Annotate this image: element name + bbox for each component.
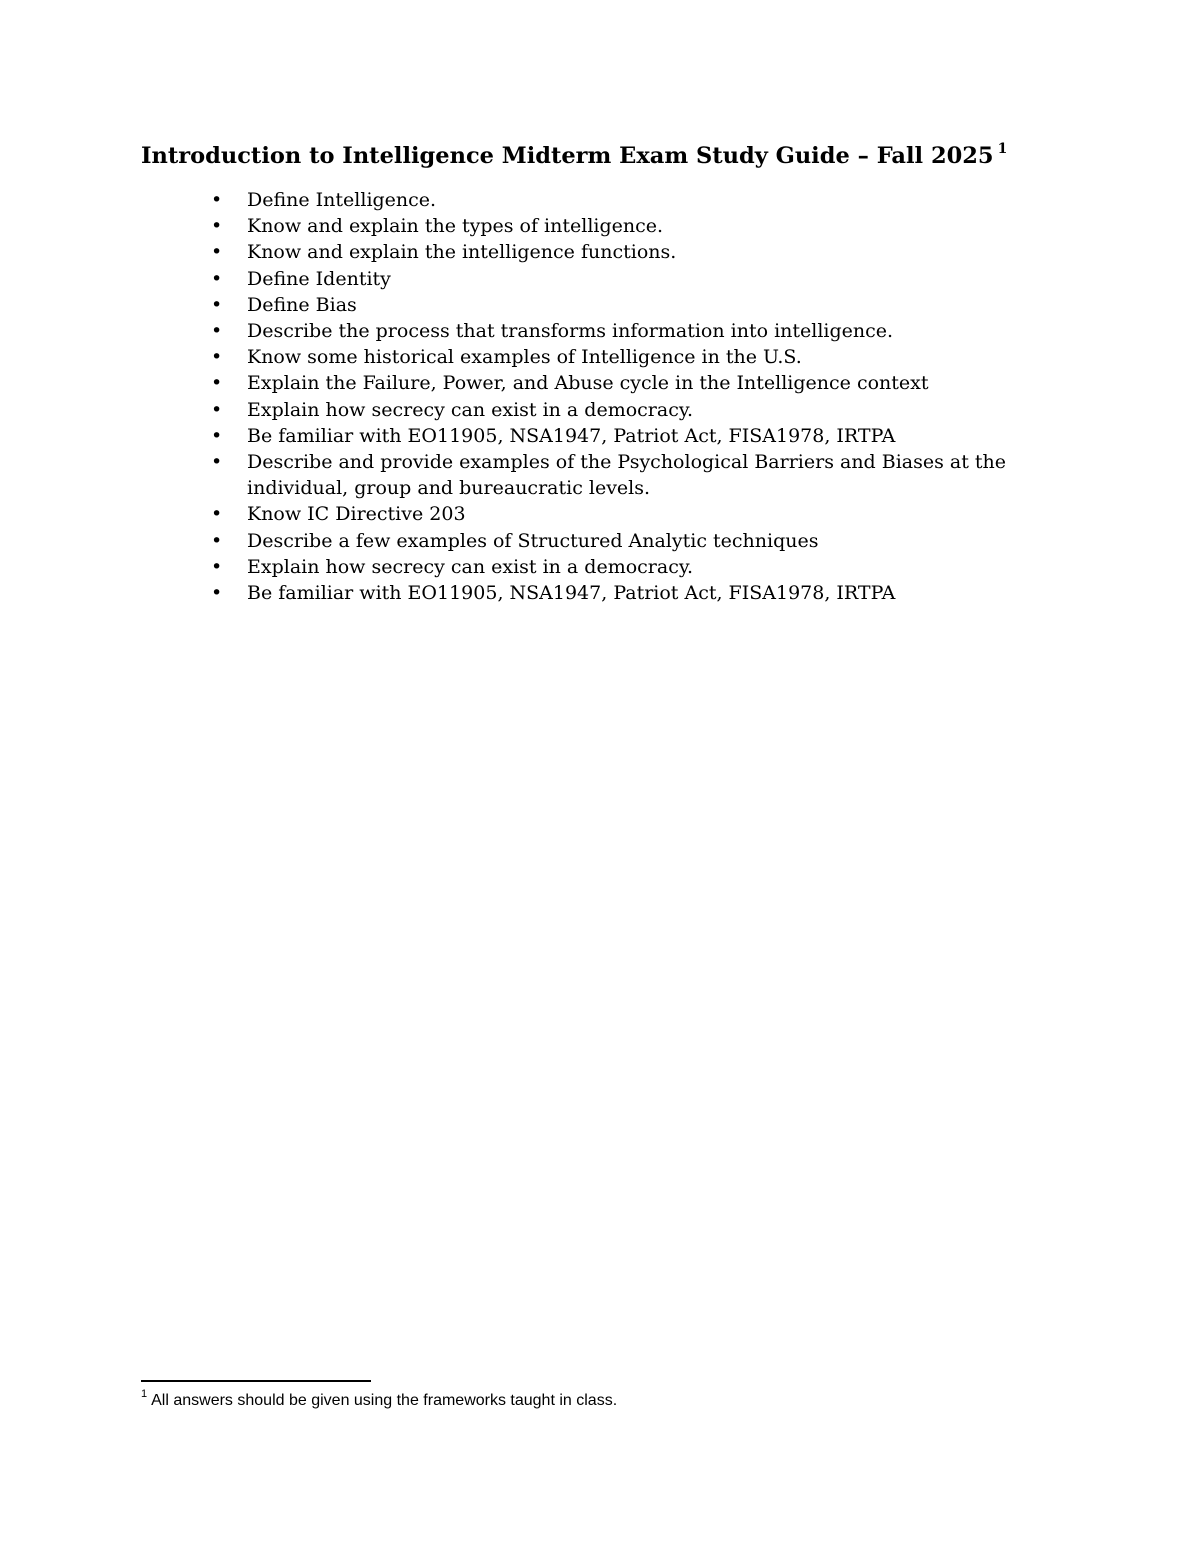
- list-item-text: Be familiar with EO11905, NSA1947, Patriot Act, FISA1978, IRTPA: [247, 424, 896, 447]
- bullet-icon: •: [211, 293, 223, 316]
- title-footnote-marker: 1: [997, 140, 1008, 157]
- list-item: [141, 292, 1061, 318]
- list-item-text: Define Identity: [247, 267, 391, 290]
- list-item: [141, 580, 1061, 606]
- list-item: [141, 213, 1061, 239]
- list-item: [141, 187, 1061, 213]
- bullet-icon: •: [211, 529, 223, 552]
- list-item: [141, 449, 1061, 501]
- list-item-text: Explain the Failure, Power, and Abuse cycle in the Intelligence context: [247, 372, 929, 395]
- list-item: [141, 528, 1061, 554]
- bullet-icon: •: [211, 241, 223, 264]
- study-guide-list: [141, 187, 1061, 606]
- list-item-text: Know some historical examples of Intelligence in the U.S.: [247, 346, 802, 369]
- list-item-text: Define Bias: [247, 293, 357, 316]
- list-item: [141, 239, 1061, 265]
- list-item: [141, 266, 1061, 292]
- list-item: [141, 501, 1061, 527]
- bullet-icon: •: [211, 320, 223, 343]
- bullet-icon: •: [211, 189, 223, 211]
- list-item-text: Know IC Directive 203: [247, 503, 466, 526]
- list-item-text: Explain how secrecy can exist in a democracy.: [247, 555, 694, 578]
- bullet-icon: •: [211, 424, 223, 447]
- list-item-text: Define Intelligence.: [247, 189, 437, 211]
- bullet-icon: •: [211, 215, 223, 238]
- bullet-icon: •: [211, 582, 223, 605]
- bullet-icon: •: [211, 372, 223, 395]
- bullet-icon: •: [211, 451, 223, 474]
- page-title-text: Introduction to Intelligence Midterm Exam Study Guide – Fall 2025: [141, 143, 994, 169]
- list-item: [141, 423, 1061, 449]
- list-item: [141, 370, 1061, 396]
- bullet-icon: •: [211, 346, 223, 369]
- bullet-icon: •: [211, 555, 223, 578]
- list-item-text: Describe the process that transforms information into intelligence.: [247, 320, 894, 343]
- list-item-text: Know and explain the types of intelligence.: [247, 215, 664, 238]
- bullet-icon: •: [211, 398, 223, 421]
- list-item: [141, 344, 1061, 370]
- list-item: [141, 554, 1061, 580]
- list-item-text: Describe and provide examples of the Psychological Barriers and Biases at the individual, group and bureaucratic levels.: [247, 451, 1007, 500]
- list-item: [141, 397, 1061, 423]
- list-item-text: Know and explain the intelligence functions.: [247, 241, 677, 264]
- list-item-text: Describe a few examples of Structured Analytic techniques: [247, 529, 819, 552]
- footnote-separator: [141, 1380, 371, 1382]
- bullet-icon: •: [211, 267, 223, 290]
- footnote: [141, 1387, 618, 1412]
- footnote-text: All answers should be given using the frameworks taught in class.: [151, 1392, 618, 1409]
- page-title: [141, 140, 1007, 172]
- bullet-icon: •: [211, 503, 223, 526]
- footnote-marker: 1: [141, 1387, 148, 1400]
- list-item: [141, 318, 1061, 344]
- list-item-text: Be familiar with EO11905, NSA1947, Patriot Act, FISA1978, IRTPA: [247, 582, 896, 605]
- list-item-text: Explain how secrecy can exist in a democracy.: [247, 398, 694, 421]
